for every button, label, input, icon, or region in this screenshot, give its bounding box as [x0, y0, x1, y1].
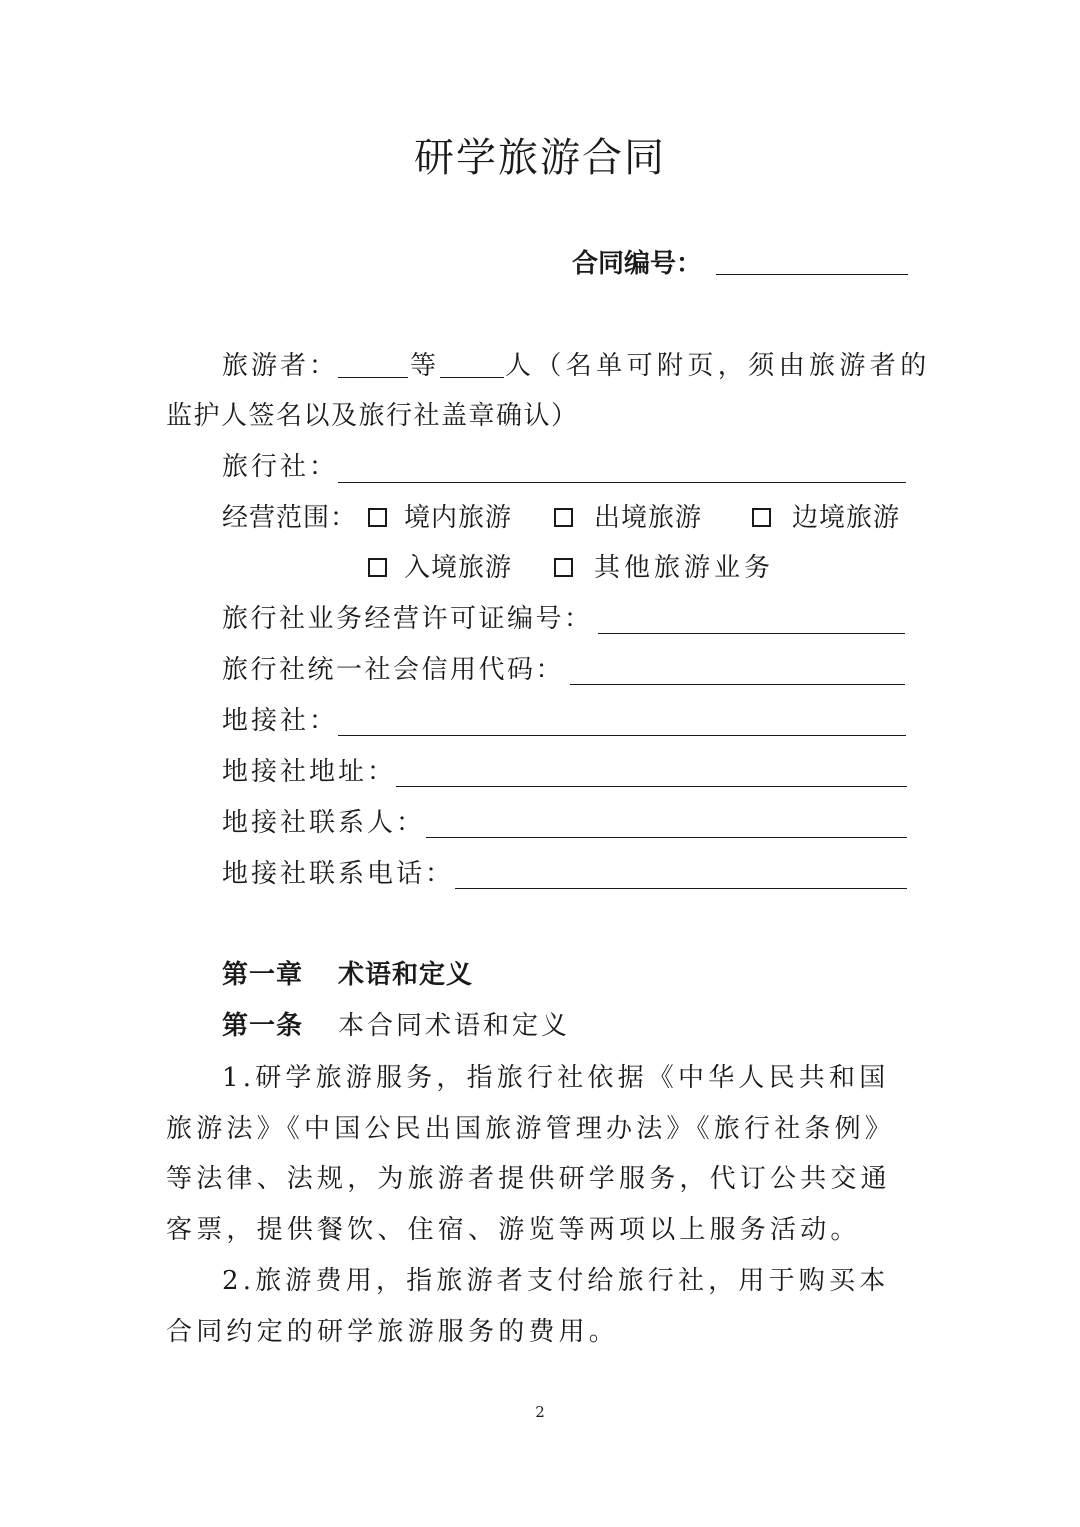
checkbox-outbound[interactable]: [554, 508, 573, 527]
credit-code-line: [0, 650, 1080, 690]
document-title: 研学旅游合同: [414, 135, 666, 181]
business-scope-line-2: [0, 548, 1080, 588]
local-agency-phone-blank[interactable]: [455, 888, 907, 889]
license-blank[interactable]: [598, 633, 905, 634]
page-number: 2: [535, 1403, 545, 1421]
local-agency-address-blank[interactable]: [396, 786, 907, 787]
checkbox-other[interactable]: [554, 558, 573, 577]
chapter-number: 第一章: [222, 960, 304, 990]
business-scope-line: [0, 498, 1080, 538]
local-agency-contact-line: [0, 803, 1080, 843]
local-agency-label: 地接社：: [222, 706, 339, 736]
paragraph-2: 2.旅游费用，指旅游者支付给旅行社，用于购买本合同约定的研学旅游服务的费用。: [166, 1266, 890, 1347]
option-inbound: 入境旅游: [404, 553, 513, 583]
traveler-note-cont: 监护人签名以及旅行社盖章确认）: [166, 401, 579, 431]
checkbox-domestic[interactable]: [368, 508, 387, 527]
local-agency-address-line: [0, 752, 1080, 792]
traveler-line: [0, 346, 1080, 386]
local-agency-line: [0, 701, 1080, 741]
paragraph-1: 1.研学旅游服务，指旅行社依据《中华人民共和国旅游法》《中国公民出国旅游管理办法》《旅行社条例》等法律、法规，为旅游者提供研学服务，代订公共交通客票，提供餐饮、住宿、游览等两项以上服务活动。: [166, 1063, 896, 1245]
checkbox-border[interactable]: [752, 508, 771, 527]
traveler-label: 旅游者：: [222, 351, 339, 381]
article-title: 本合同术语和定义: [338, 1011, 571, 1041]
local-agency-address-label: 地接社地址：: [222, 757, 397, 787]
agency-blank[interactable]: [338, 482, 906, 483]
local-agency-contact-blank[interactable]: [426, 837, 907, 838]
article-heading: [0, 1006, 1080, 1046]
license-line: [0, 599, 1080, 639]
traveler-deng: 等: [410, 351, 440, 381]
agency-label: 旅行社：: [222, 452, 339, 482]
credit-code-blank[interactable]: [570, 684, 905, 685]
traveler-note: 人（名单可附页，须由旅游者的: [505, 351, 931, 381]
traveler-note-cont-line: [0, 396, 1080, 436]
chapter-heading: [0, 955, 1080, 995]
contract-number-blank[interactable]: [716, 274, 908, 275]
agency-line: [0, 447, 1080, 487]
business-scope-label: 经营范围：: [222, 503, 358, 533]
chapter-title: 术语和定义: [338, 960, 474, 990]
local-agency-blank[interactable]: [338, 735, 906, 736]
local-agency-phone-label: 地接社联系电话：: [222, 859, 455, 889]
option-outbound: 出境旅游: [594, 503, 703, 533]
local-agency-phone-line: [0, 854, 1080, 894]
article-number: 第一条: [222, 1011, 304, 1041]
credit-code-label: 旅行社统一社会信用代码：: [222, 655, 565, 685]
traveler-count-blank[interactable]: [440, 377, 504, 378]
checkbox-inbound[interactable]: [368, 558, 387, 577]
license-label: 旅行社业务经营许可证编号：: [222, 604, 593, 634]
local-agency-contact-label: 地接社联系人：: [222, 808, 426, 838]
option-other: 其他旅游业务: [594, 553, 775, 583]
contract-number-label: 合同编号：: [572, 249, 703, 279]
option-domestic: 境内旅游: [404, 503, 513, 533]
traveler-name-blank[interactable]: [338, 377, 408, 378]
option-border: 边境旅游: [792, 503, 901, 533]
